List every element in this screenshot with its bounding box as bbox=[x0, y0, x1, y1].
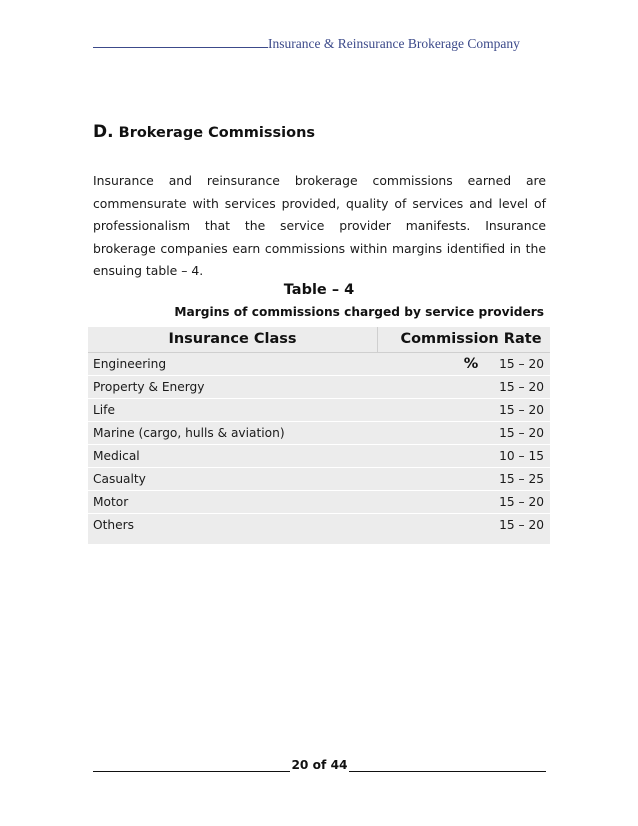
cell-insurance-class: Life bbox=[93, 403, 115, 417]
header-rule bbox=[93, 36, 268, 48]
table-title: Table – 4 bbox=[283, 282, 355, 298]
header-commission-rate: Commission Rate % bbox=[400, 331, 542, 372]
cell-insurance-class: Medical bbox=[93, 449, 140, 463]
table-row bbox=[88, 445, 550, 468]
running-header bbox=[93, 36, 548, 52]
table-row bbox=[88, 353, 550, 376]
footer-rule-right bbox=[349, 759, 546, 772]
header-insurance-class: Insurance Class bbox=[88, 327, 378, 352]
table-row bbox=[88, 422, 550, 445]
cell-commission-rate: 15 – 20 bbox=[499, 403, 544, 417]
cell-commission-rate: 15 – 20 bbox=[499, 357, 544, 371]
header-company: Insurance & Reinsurance Brokerage Company bbox=[268, 36, 520, 51]
cell-insurance-class: Marine (cargo, hulls & aviation) bbox=[93, 426, 285, 440]
table-row bbox=[88, 376, 550, 399]
page-number: 20 of 44 bbox=[291, 758, 348, 772]
table-row bbox=[88, 468, 550, 491]
cell-commission-rate: 15 – 20 bbox=[499, 426, 544, 440]
table-caption: Margins of commissions charged by service providers bbox=[174, 305, 544, 319]
table-row bbox=[88, 491, 550, 514]
cell-insurance-class: Motor bbox=[93, 495, 129, 509]
page-footer bbox=[93, 758, 546, 772]
cell-commission-rate: 15 – 25 bbox=[499, 472, 544, 486]
cell-insurance-class: Property & Energy bbox=[93, 380, 205, 394]
table-row bbox=[88, 514, 550, 536]
section-heading bbox=[93, 122, 315, 142]
cell-insurance-class: Engineering bbox=[93, 357, 167, 371]
section-letter: D. bbox=[93, 122, 114, 142]
cell-commission-rate: 15 – 20 bbox=[499, 495, 544, 509]
cell-commission-rate: 15 – 20 bbox=[499, 380, 544, 394]
body-paragraph: Insurance and reinsurance brokerage commissions earned are commensurate with services provided, quality of services and level of professionalism that the service provider manifests. Insurance brokerage companies earn commissions within margins identified in the ensuing table – 4. bbox=[93, 173, 546, 279]
table-row bbox=[88, 399, 550, 422]
cell-insurance-class: Others bbox=[93, 518, 134, 532]
cell-commission-rate: 15 – 20 bbox=[499, 518, 544, 532]
footer-rule-left bbox=[93, 759, 290, 772]
cell-commission-rate: 10 – 15 bbox=[499, 449, 544, 463]
commission-table bbox=[88, 327, 550, 544]
cell-insurance-class: Casualty bbox=[93, 472, 146, 486]
section-title-text: Brokerage Commissions bbox=[118, 125, 316, 141]
